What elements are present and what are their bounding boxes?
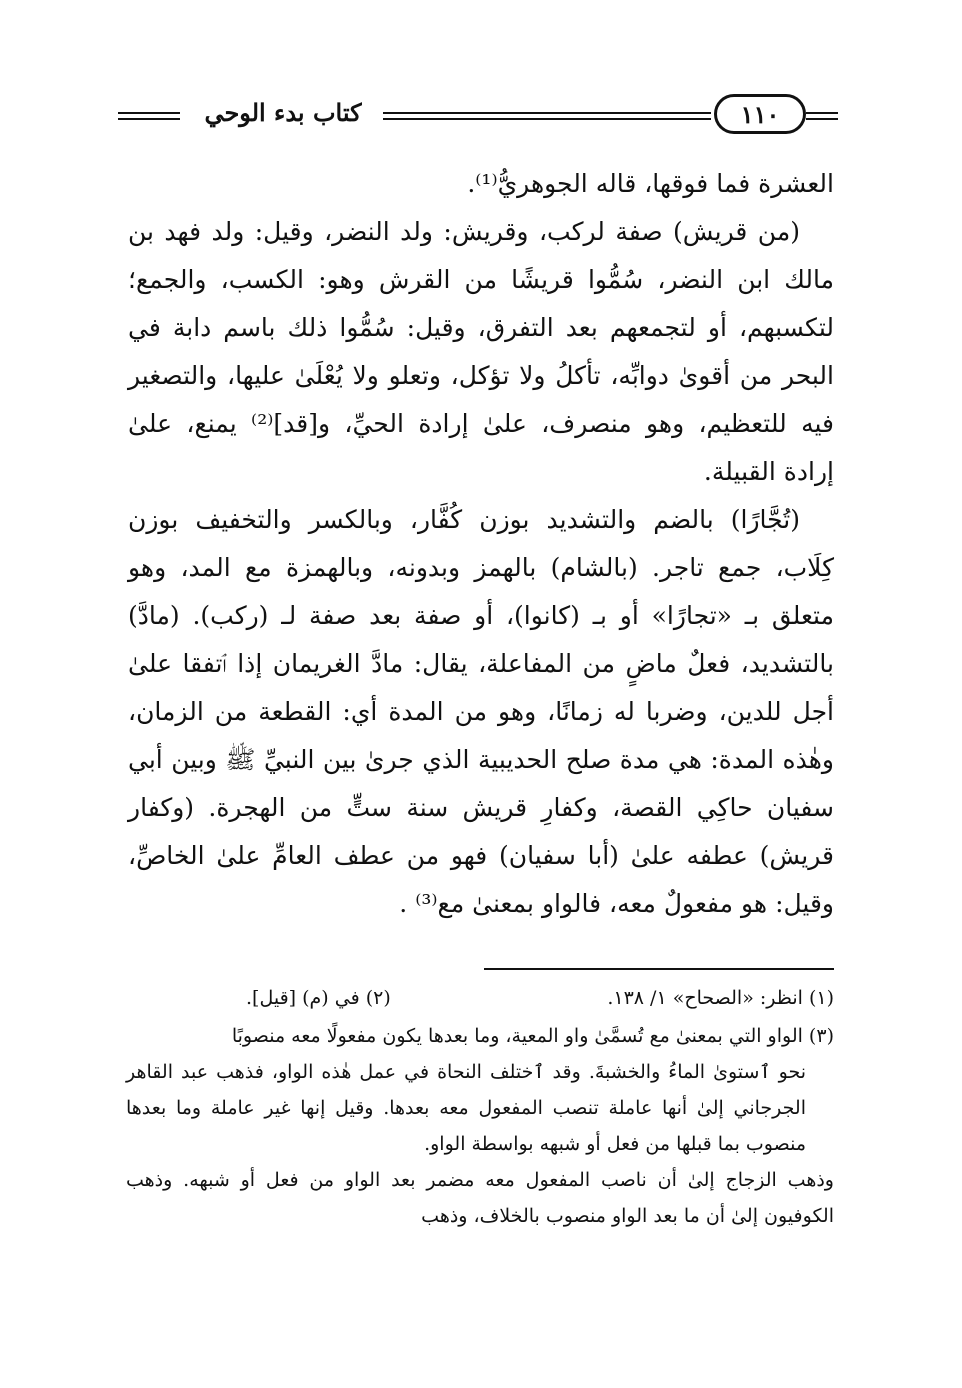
page-number: ١١٠ bbox=[740, 99, 780, 129]
paragraph-1: العشرة فما فوقها، قاله الجوهريُّ⁽¹⁾. bbox=[467, 169, 834, 198]
footnote-separator bbox=[484, 968, 834, 970]
footnote-1: (١) انظر: «الصحاح» ١/ ١٣٨. bbox=[607, 987, 834, 1009]
page-header bbox=[118, 92, 838, 140]
header-rule-left bbox=[118, 112, 180, 120]
header-rule-right bbox=[806, 112, 838, 120]
footnote-3-continuation: نحو ٱستوىٰ الماءُ والخشبةَ. وقد ٱختلف النحاة في عمل هٰذه الواو، فذهب عبد القاهر الجرجاني إلىٰ أنها عاملة تنصب المفعول معه بعدها. وقيل إنها غير عاملة وما بعدها منصوب بما قبلها من فعل أو شبهه بواسطة الواو. bbox=[126, 1061, 806, 1155]
footnotes bbox=[126, 980, 834, 1234]
footnote-row-1-2 bbox=[126, 980, 834, 1016]
footnote-3 bbox=[126, 1018, 834, 1234]
running-title: كتاب بدء الوحي bbox=[204, 98, 362, 127]
page-number-badge bbox=[714, 94, 806, 134]
footnote-2: (٢) في (م) [قيل]. bbox=[246, 987, 391, 1009]
footnote-3-paragraph-2: وذهب الزجاج إلىٰ أن ناصب المفعول معه مضمر بعد الواو من فعل أو شبهه. وذهب الكوفيون إلىٰ أن ما بعد الواو منصوب بالخلاف، وذهب bbox=[126, 1169, 834, 1227]
header-rule-middle bbox=[383, 112, 711, 120]
footnote-3-first-line: (٣) الواو التي بمعنىٰ مع تُسمَّىٰ واو المعية، وما بعدها يكون مفعولًا معه منصوبًا bbox=[231, 1025, 834, 1047]
paragraph-3: (تُجَّارًا) بالضم والتشديد بوزن كُفَّار، وبالكسر والتخفيف بوزن كِلَاب، جمع تاجر. (بالشام) بالهمز وبدونه، وبالهمزة مع المد، وهو متعلق بـ «تجارًا» أو بـ (كانوا)، أو صفة بعد صفة لـ (ركب). (مادَّ) بالتشديد، فعلٌ ماضٍ من المفاعلة، يقال: مادَّ الغريمان إذا ٱتفقا علىٰ أجل للدين، وضربا له زمانًا، وهو من المدة أي: القطعة من الزمان، وهٰذه المدة: هي مدة صلح الحديبية الذي جرىٰ بين النبيِّ ﷺ وبين أبي سفيان حاكِي القصة، وكفارِ قريش سنة ستٍّ من الهجرة. (وكفار قريش) عطفه علىٰ (أبا سفيان) فهو من عطف العامِّ علىٰ الخاصِّ، وقيل: هو مفعولٌ معه، فالواو بمعنىٰ مع⁽³⁾ . bbox=[128, 505, 834, 918]
paragraph-2: (من قريش) صفة لركب، وقريش: ولد النضر، وقيل: ولد فهد بن مالك ابن النضر، سُمُّوا قريشًا من القرش وهو: الكسب، والجمع؛ لتكسبهم، أو لتجمعهم بعد التفرق، وقيل: سُمُّوا ذلك باسم دابة في البحر من أقوىٰ دوابِّه، تأكلُ ولا تؤكل، وتعلو ولا يُعْلَىٰ عليها، والتصغير فيه للتعظيم، وهو منصرف، علىٰ إرادة الحيِّ، و[قد]⁽²⁾ يمنع، علىٰ إرادة القبيلة. bbox=[128, 217, 834, 486]
main-text bbox=[128, 160, 834, 928]
